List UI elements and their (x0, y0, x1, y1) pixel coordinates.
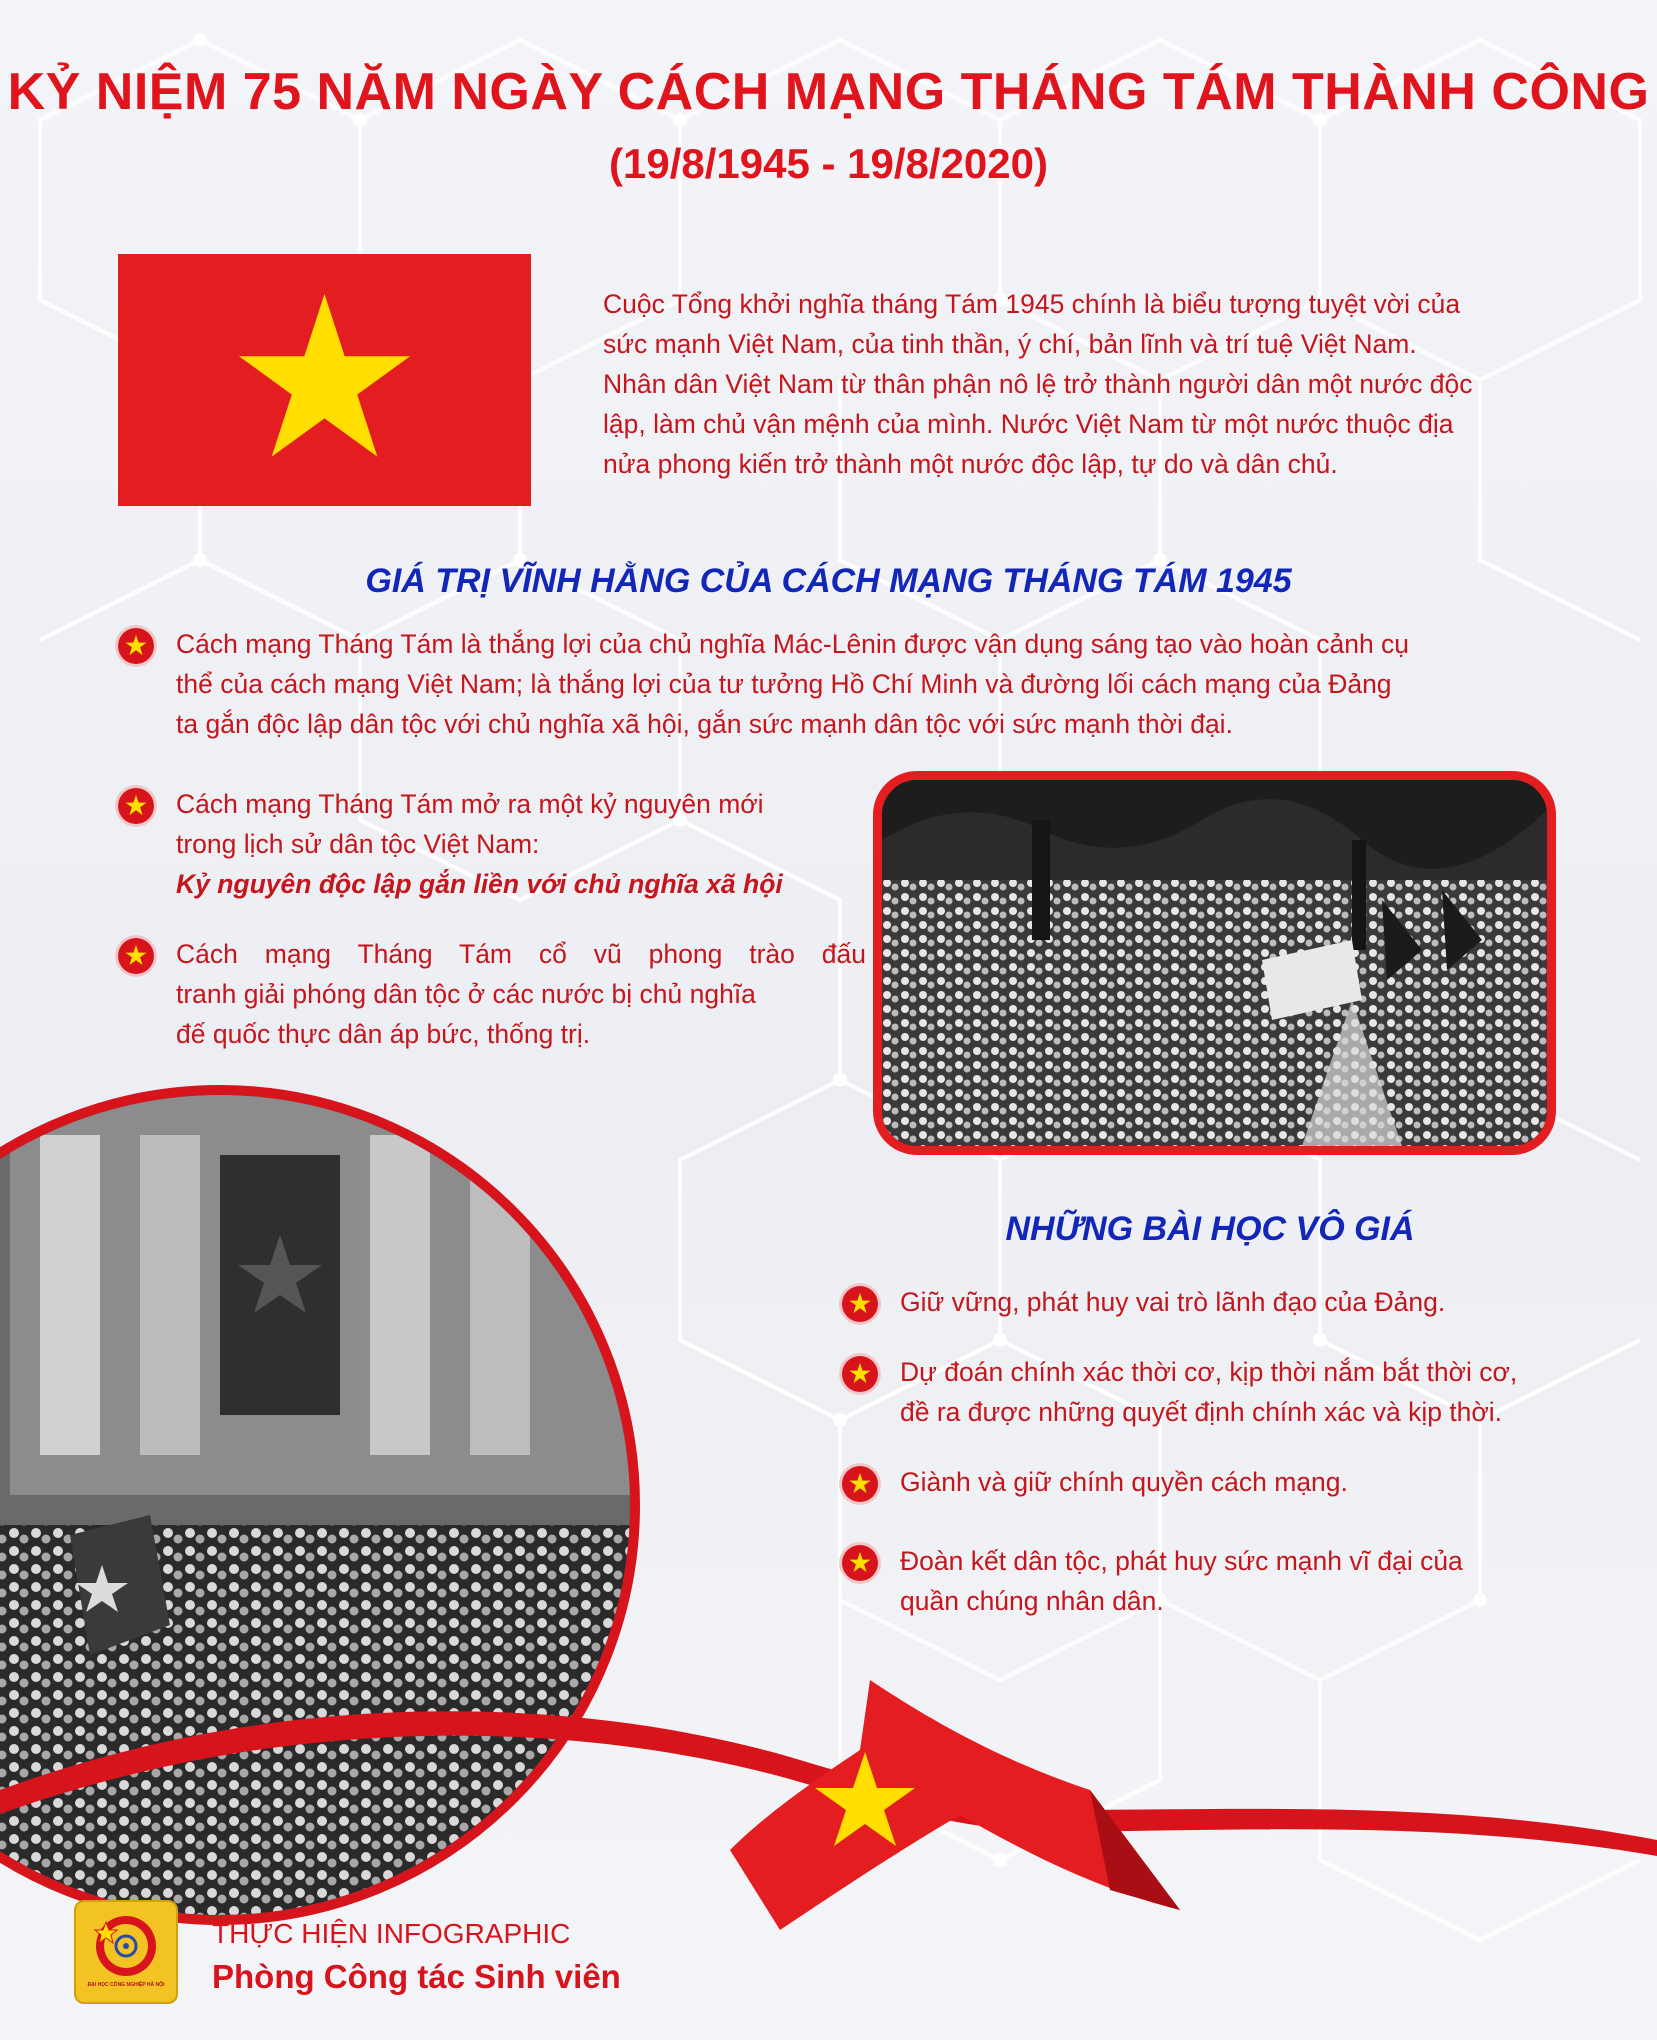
footer-label: THỰC HIỆN INFOGRAPHIC (212, 1918, 571, 1949)
star-bullet-icon (842, 1356, 878, 1392)
footer-department: Phòng Công tác Sinh viên (212, 1958, 621, 1995)
star-bullet-icon (118, 628, 154, 664)
vietnam-flag-icon (118, 254, 531, 506)
lessons-item-2-line: đề ra được những quyết định chính xác và kịp thời. (900, 1397, 1503, 1427)
star-bullet-icon (842, 1466, 878, 1502)
lessons-item-1 (842, 1282, 1602, 1332)
values-item-3-line: tranh giải phóng dân tộc ở các nước bị chủ nghĩa (176, 979, 756, 1009)
values-item-3 (118, 934, 866, 1064)
lessons-item-4-line: quần chúng nhân dân. (900, 1586, 1164, 1616)
logo-text: ĐẠI HỌC CÔNG NGHIỆP HÀ NỘI (87, 1982, 165, 1988)
page-subtitle-dates: (19/8/1945 - 19/8/2020) (609, 140, 1048, 187)
lessons-item-4 (842, 1541, 1602, 1631)
star-bullet-icon (842, 1545, 878, 1581)
star-bullet-icon (842, 1286, 878, 1322)
lessons-item-3 (842, 1462, 1602, 1512)
values-item-2-emphasis: Kỷ nguyên độc lập gắn liền với chủ nghĩa xã hội (176, 869, 783, 899)
intro-line: sức mạnh Việt Nam, của tinh thần, ý chí, bản lĩnh và trí tuệ Việt Nam. (603, 329, 1417, 359)
lessons-item-2-line: Dự đoán chính xác thời cơ, kịp thời nắm bắt thời cơ, (900, 1357, 1518, 1387)
values-item-3-line: Cách mạng Tháng Tám cổ vũ phong trào đấu (176, 939, 866, 969)
intro-line: Nhân dân Việt Nam từ thân phận nô lệ trở thành người dân một nước độc (603, 369, 1473, 399)
lessons-item-3-line: Giành và giữ chính quyền cách mạng. (900, 1467, 1348, 1497)
historic-crowd-photo (873, 771, 1556, 1155)
page-title: KỶ NIỆM 75 NĂM NGÀY CÁCH MẠNG THÁNG TÁM THÀNH CÔNG (7, 63, 1650, 121)
values-item-1-line: Cách mạng Tháng Tám là thắng lợi của chủ nghĩa Mác-Lênin được vận dụng sáng tạo vào hoàn cảnh cụ (176, 629, 1410, 659)
values-item-2-line: trong lịch sử dân tộc Việt Nam: (176, 829, 540, 859)
intro-paragraph (603, 284, 1553, 484)
lessons-heading: NHỮNG BÀI HỌC VÔ GIÁ (1005, 1210, 1415, 1248)
values-item-2-line: Cách mạng Tháng Tám mở ra một kỷ nguyên mới (176, 789, 764, 819)
values-item-3-line: đế quốc thực dân áp bức, thống trị. (176, 1019, 591, 1049)
star-bullet-icon (118, 788, 154, 824)
values-item-1-line: ta gắn độc lập dân tộc với chủ nghĩa xã hội, gắn sức mạnh dân tộc với sức mạnh thời đại. (176, 709, 1233, 739)
values-heading: GIÁ TRỊ VĨNH HẰNG CỦA CÁCH MẠNG THÁNG TÁM 1945 (365, 562, 1292, 600)
star-bullet-icon (118, 938, 154, 974)
lessons-item-4-line: Đoàn kết dân tộc, phát huy sức mạnh vĩ đại của (900, 1546, 1463, 1576)
intro-line: lập, làm chủ vận mệnh của mình. Nước Việt Nam từ một nước thuộc địa (603, 409, 1454, 439)
lessons-item-1-line: Giữ vững, phát huy vai trò lãnh đạo của Đảng. (900, 1287, 1446, 1317)
values-item-2 (118, 784, 858, 914)
values-item-1-line: thể của cách mạng Việt Nam; là thắng lợi của tư tưởng Hồ Chí Minh và đường lối cách mạng của Đảng (176, 669, 1392, 699)
intro-line: Cuộc Tổng khởi nghĩa tháng Tám 1945 chính là biểu tượng tuyệt vời của (603, 289, 1461, 319)
university-logo-icon (74, 1900, 178, 2004)
intro-line: nửa phong kiến trở thành một nước độc lập, tự do và dân chủ. (603, 449, 1338, 479)
lessons-item-2 (842, 1352, 1602, 1442)
values-item-1 (118, 624, 1568, 754)
